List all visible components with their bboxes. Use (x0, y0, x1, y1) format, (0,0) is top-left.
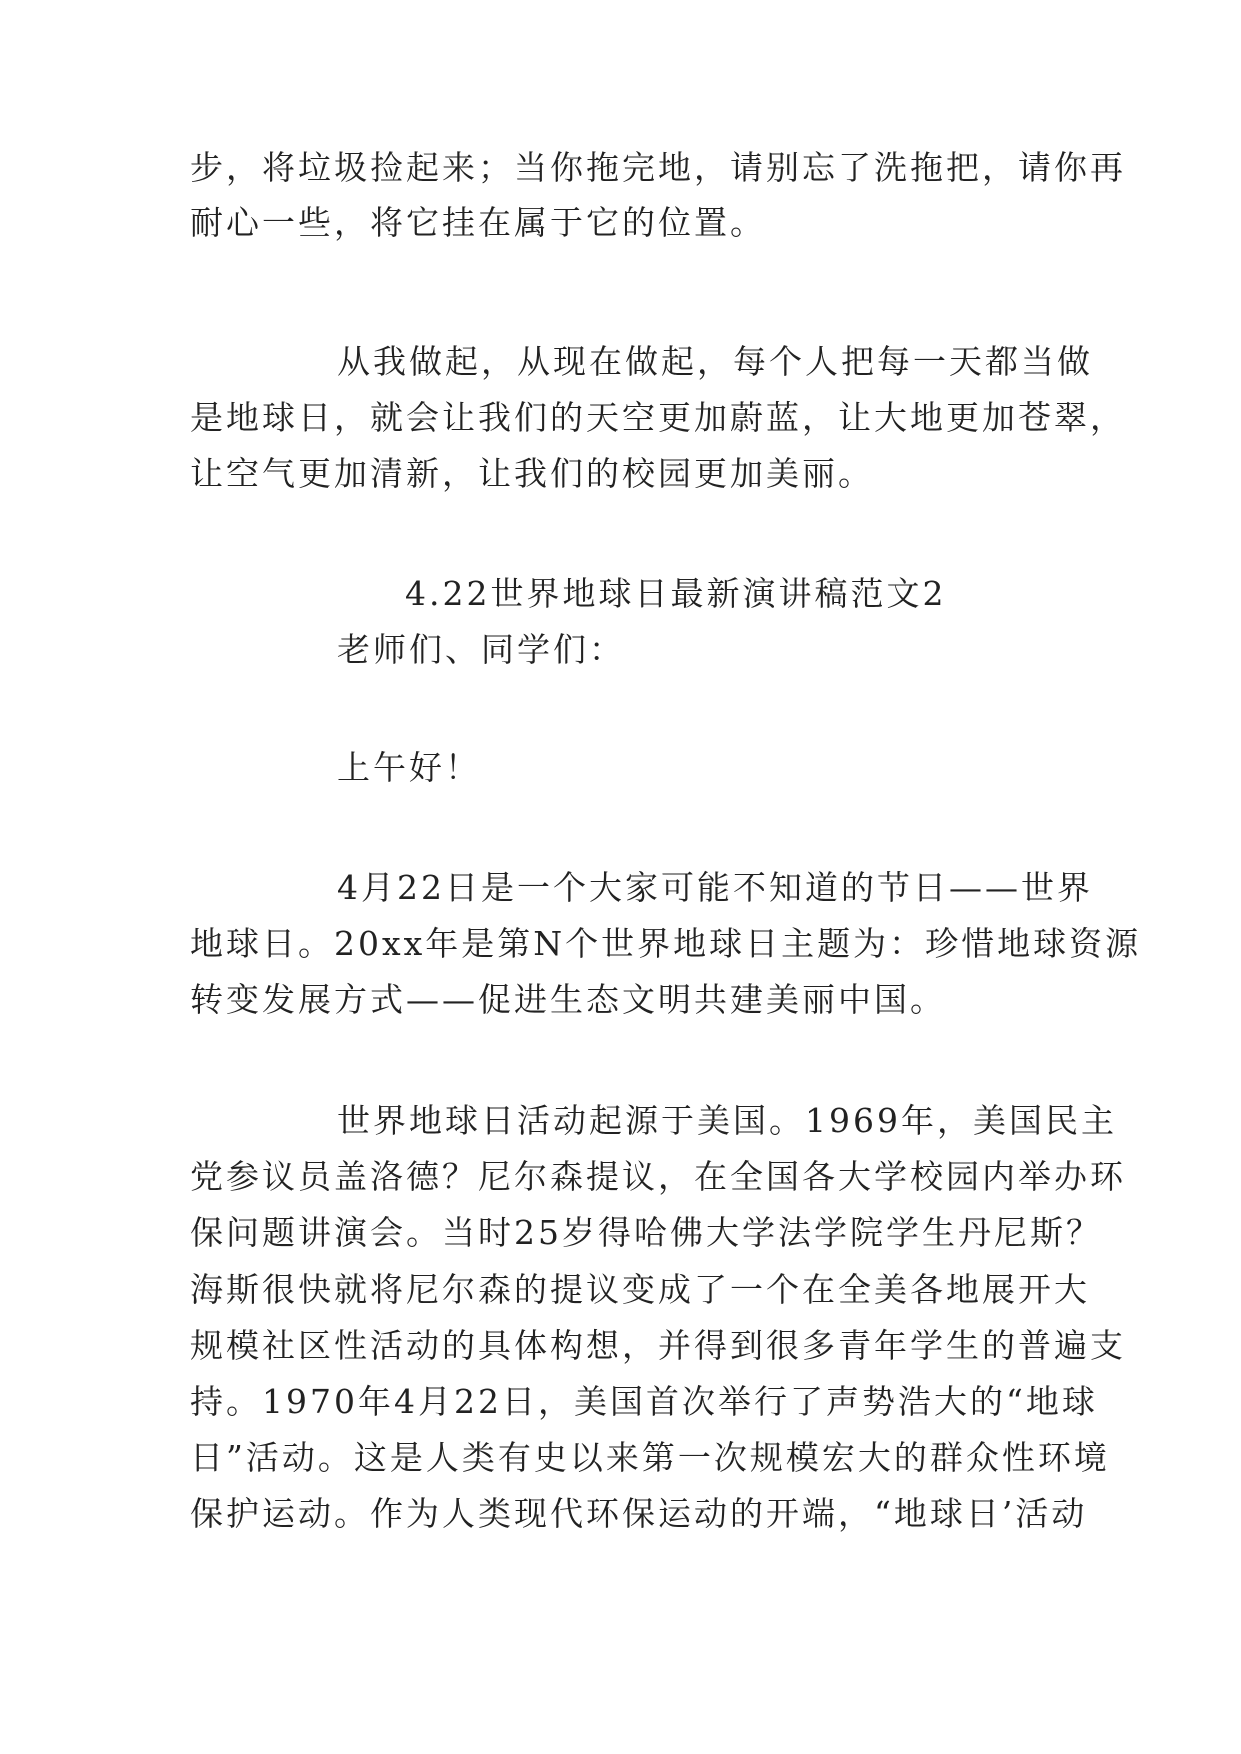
paragraph-4-line-5: 规模社区性活动的具体构想，并得到很多青年学生的普遍支 (190, 1326, 1126, 1365)
greeting: 老师们、同学们： (337, 630, 625, 669)
section-title: 4.22世界地球日最新演讲稿范文2 (405, 574, 947, 613)
paragraph-3-line-3: 转变发展方式——促进生态文明共建美丽中国。 (190, 980, 946, 1019)
paragraph-2-line-1: 从我做起，从现在做起，每个人把每一天都当做 (337, 342, 1093, 381)
paragraph-4-line-8: 保护运动。作为人类现代环保运动的开端，“地球日’活动 (190, 1494, 1088, 1533)
paragraph-3-line-2: 地球日。20xx年是第N个世界地球日主题为：珍惜地球资源 (190, 924, 1142, 963)
salutation: 上午好！ (337, 748, 481, 787)
paragraph-4-line-7: 日”活动。这是人类有史以来第一次规模宏大的群众性环境 (190, 1438, 1110, 1477)
paragraph-1-line-1: 步，将垃圾捡起来；当你拖完地，请别忘了洗拖把，请你再 (190, 148, 1126, 187)
paragraph-1-line-2: 耐心一些，将它挂在属于它的位置。 (190, 203, 766, 242)
paragraph-3-line-1: 4月22日是一个大家可能不知道的节日——世界 (337, 868, 1093, 907)
paragraph-2-line-2: 是地球日，就会让我们的天空更加蔚蓝，让大地更加苍翠， (190, 398, 1126, 437)
paragraph-4-line-3: 保问题讲演会。当时25岁得哈佛大学法学院学生丹尼斯？ (190, 1213, 1102, 1252)
paragraph-4-line-4: 海斯很快就将尼尔森的提议变成了一个在全美各地展开大 (190, 1270, 1090, 1309)
paragraph-4-line-1: 世界地球日活动起源于美国。1969年，美国民主 (337, 1101, 1117, 1140)
paragraph-2-line-3: 让空气更加清新，让我们的校园更加美丽。 (190, 454, 874, 493)
paragraph-4-line-6: 持。1970年4月22日，美国首次举行了声势浩大的“地球 (190, 1382, 1098, 1421)
paragraph-4-line-2: 党参议员盖洛德？尼尔森提议，在全国各大学校园内举办环 (190, 1157, 1126, 1196)
